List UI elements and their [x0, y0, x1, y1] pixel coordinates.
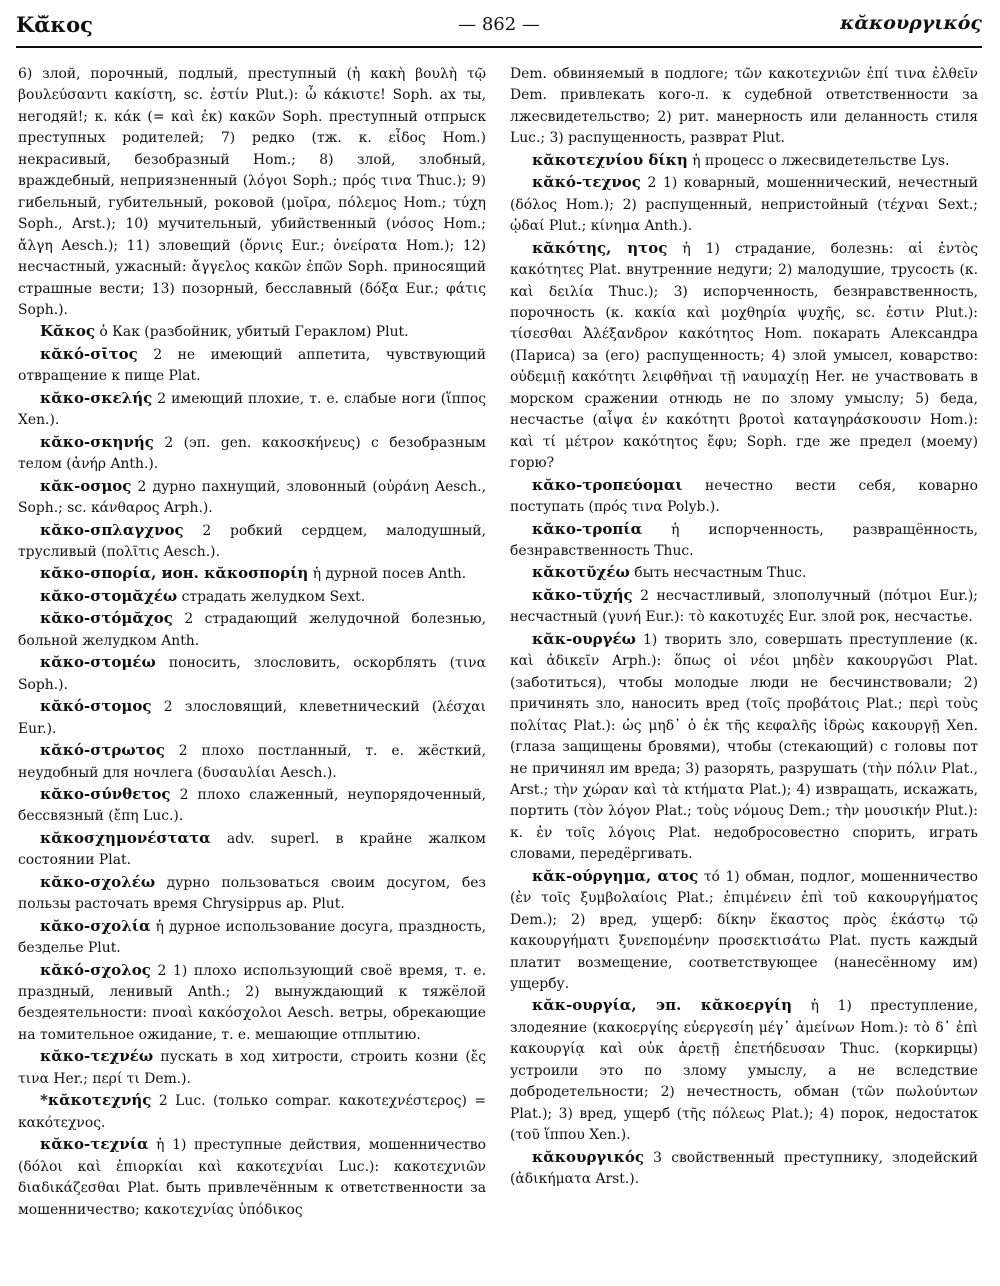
entry-headword: κᾰκο-τεχνέω — [40, 1047, 154, 1066]
dictionary-entry — [18, 1134, 486, 1221]
dictionary-entry — [18, 652, 486, 696]
dictionary-entry — [18, 321, 486, 343]
entry-headword: κᾰκουργικός — [532, 1147, 644, 1166]
dictionary-entry — [18, 388, 486, 432]
dictionary-entry — [18, 608, 486, 652]
entry-headword: κᾰκοσχημονέστατα — [40, 828, 211, 847]
entry-headword: κᾰκ-ουργία, эп. κᾰκοεργίη — [532, 996, 793, 1015]
dictionary-entry — [18, 1046, 486, 1090]
entry-headword: κᾰκο-σύνθετος — [40, 784, 171, 803]
entry-headword: Κᾰκος — [40, 322, 95, 341]
dictionary-entry — [510, 1147, 978, 1191]
entry-definition: 1) творить зло, совершать преступление (κ. καὶ ἀδικεῖν Arph.): ὅπως οἱ νέοι μηδὲν κακουργῶσι Plat. (заботиться), чтобы молодые люди не бесчинствовали; 2) причинять зло, наносить вред (τοῖς προβάτοις Plat.; περὶ τοὺς πολίτας Plat.): ὡς μηδ᾽ ὁ ἐκ τῆς κεφαλῆς ἱδρὼς κακουργῇ Xen. (глаза защищены бровями), чтобы (стекающий) с головы пот не причинял им вреда; 3) разорять, разрушать (τὴν πόλιν Plat., Arst.; τὴν χώραν καὶ τὰ κτήματα Plat.); 4) извращать, искажать, портить (τὸν λόγον Plat.; τοὺς νόμους Dem.; τὴν μουσικήν Plut.): κ. ἐν τοῖς λόγοις Plat. недобросовестно спорить, играть словами, передёргивать. — [510, 631, 978, 863]
entry-definition: 6) злой, порочный, подлый, преступный (ἡ κακὴ βουλὴ τῷ βουλεύσαντι κακίστη, sc. ἐστίν Plut.): ὦ κάκιστε! Soph. ах ты, негодяй!; κ. κάκ (= καὶ ἐκ) κακῶν Soph. преступный отпрыск преступных родителей; 7) редко (тж. κ. εἶδος Hom.) некрасивый, безобразный Hom.; 8) злой, злобный, враждебный, неприязненный (λόγοι Soph.; πρός τινα Thuc.); 9) гибельный, губительный, роковой (μοῖρα, πόλεμος Hom.; τύχη Soph., Arst.); 10) мучительный, убийственный (νόσος Hom.; ἄλγη Aesch.); 11) зловещий (ὄρνις Eur.; ὀνείρατα Hom.); 12) несчастный, ужасный: ἄγγελος κακῶν ἐπῶν Soph. приносящий страшные вести; 13) позорный, бесславный (δόξα Eur.; φάτις Soph.). — [18, 66, 486, 318]
entry-headword: κᾰκο-τεχνία — [40, 1135, 149, 1154]
entry-definition: 2 страдающий желудочной болезнью, больной желудком Anth. — [18, 611, 486, 649]
entry-headword: κᾰκο-σκηνής — [40, 432, 154, 451]
dictionary-entry — [18, 960, 486, 1047]
entry-headword: *κᾰκοτεχνής — [40, 1091, 152, 1110]
dictionary-entry — [510, 866, 978, 996]
dictionary-entry — [18, 872, 486, 916]
entry-headword: κᾰκο-τροπία — [532, 519, 643, 538]
dictionary-entry — [510, 150, 978, 172]
dictionary-entry — [18, 828, 486, 872]
entry-definition: 2 Luc. (только compar. κακοτεχνέστερος) = κακότεχνος. — [18, 1093, 486, 1131]
entry-headword: κᾰκό-στομος — [40, 697, 152, 716]
dictionary-entry — [18, 586, 486, 608]
entry-definition: дурно пользоваться своим досугом, без пользы расточать время Chrysippus ap. Plut. — [18, 874, 486, 913]
dictionary-entry — [510, 585, 978, 629]
entry-definition: 2 не имеющий аппетита, чувствующий отвращение к пище Plat. — [18, 346, 486, 385]
entry-headword: κᾰκο-στόμᾰχος — [40, 609, 173, 628]
dictionary-entry — [510, 238, 978, 475]
entry-definition: 2 плохо постланный, т. е. жёсткий, неудобный для ночлега (δυσαυλίαι Aesch.). — [18, 743, 486, 781]
dictionary-entry — [18, 1090, 486, 1134]
dictionary-entry — [18, 740, 486, 784]
entry-definition: ἡ 1) страдание, болезнь: αἱ ἐντὸς κακότητες Plat. внутренние недуги; 2) малодушие, трусость (κ. καὶ δειλία Thuc.); 3) испорченность, безнравственность, порочность (κ. κακία καὶ μοχθηρία ψυχῆς, sc. ἐστιν Plut.): τίσεσθαι Ἀλέξανδρον κακότητος Hom. покарать Александра (Париса) за (его) распущенность; 4) злой умысел, коварство: οὐδεμιῇ κακότητι λειφθῆναι τῇ ναυμαχίῃ Her. не участвовать в морском сражении отнюдь не по злому умыслу; 5) беда, несчастье (αἶψα ἐν κακότητι βροτοὶ καταγηράσκουσιν Hom.): καὶ τί μέτρον κακότητος ἔφυ; Soph. где же предел (моему) горю? — [510, 240, 978, 472]
entry-headword: κᾰκότης, ητος — [532, 238, 668, 257]
right-guide-word: κᾰκουργικός — [840, 12, 982, 34]
entry-headword: κᾰκο-σπλαγχνος — [40, 520, 184, 539]
entry-headword: κᾰκό-στρωτος — [40, 741, 165, 760]
entry-definition: нечестно вести себя, коварно поступать (πρός τινα Polyb.). — [510, 477, 978, 516]
dictionary-entry — [510, 629, 978, 866]
dictionary-entry — [510, 475, 978, 519]
entry-definition: быть несчастным Thuc. — [629, 565, 807, 582]
entry-headword: κᾰκο-στομέω — [40, 653, 156, 672]
entry-definition: Dem. обвиняемый в подлоге; τῶν κακοτεχνιῶν ἐπί τινα ἐλθεῖν Dem. привлекать кого-л. к судебной ответственности за лжесвидетельство; 2) рит. манерность или деланность стиля Luc.; 3) распущенность, разврат Plut. — [510, 66, 978, 147]
dictionary-entry — [510, 172, 978, 237]
entry-headword: κᾰκ-ουργέω — [532, 629, 636, 648]
entry-headword: κᾰκοτῠχέω — [532, 563, 630, 582]
entry-definition: 2 (эп. gen. κακοσκήνευς) с безобразным телом (ἀνήρ Anth.). — [18, 434, 486, 473]
entry-definition: adv. superl. в крайне жалком состоянии Plat. — [18, 830, 486, 869]
entry-definition: 2 робкий сердцем, малодушный, трусливый (πολῖτις Aesch.). — [18, 522, 486, 560]
entry-definition: 2 плохо слаженный, неупорядоченный, бессвязный (ἔπη Luc.). — [18, 786, 486, 825]
entry-definition: пускать в ход хитрости, строить козни (ἔς τινα Her.; περί τι Dem.). — [18, 1049, 486, 1087]
page-number: — 862 — — [458, 14, 540, 35]
entry-headword: κᾰκ-ούργημα, ατος — [532, 866, 699, 885]
left-column — [18, 64, 486, 1221]
entry-headword: κᾰκο-σκελής — [40, 388, 153, 407]
dictionary-entry — [18, 344, 486, 388]
dictionary-entry — [18, 916, 486, 960]
entry-definition: ἡ процесс о лжесвидетельстве Lys. — [687, 152, 950, 169]
entry-definition: ἡ 1) преступные действия, мошенничество (δόλοι καὶ ἐπιορκίαι καὶ κακοτεχνίαι Luc.): κακοτεχνιῶν διαδικάζεσθαι Plat. быть привлечённым к ответственности за мошенничество; κακοτεχνίας ὑπόδικος — [18, 1137, 486, 1218]
entry-headword: κᾰκό-σχολος — [40, 960, 151, 979]
entry-headword: κᾰκοτεχνίου δίκη — [532, 150, 688, 169]
dictionary-entry — [18, 563, 486, 585]
entry-definition: ὁ Как (разбойник, убитый Гераклом) Plut. — [94, 324, 409, 341]
right-column — [510, 64, 978, 1191]
entry-definition: ἡ дурное использование досуга, праздность, безделье Plut. — [18, 918, 486, 957]
dictionary-entry — [18, 476, 486, 520]
entry-headword: κᾰκο-σχολέω — [40, 872, 156, 891]
dictionary-entry — [18, 784, 486, 828]
entry-headword: κᾰκό-σῑτος — [40, 344, 138, 363]
entry-definition: 2 имеющий плохие, т. е. слабые ноги (ἵππος Xen.). — [18, 390, 486, 429]
page-header — [16, 12, 982, 48]
entry-definition: страдать желудком Sext. — [177, 588, 366, 605]
entry-definition: 2 дурно пахнущий, зловонный (οὐράνη Aesch., Soph.; sc. κάνθαρος Arph.). — [18, 478, 486, 517]
entry-definition: 2 злословящий, клеветнический (λέσχαι Eur.). — [18, 699, 486, 737]
entry-headword: κᾰκο-τῠχής — [532, 585, 633, 604]
entry-definition: ἡ дурной посев Anth. — [308, 566, 467, 583]
dictionary-entry — [510, 519, 978, 563]
dictionary-entry — [18, 64, 486, 321]
dictionary-entry — [510, 64, 978, 150]
entry-definition: ἡ 1) преступление, злодеяние (κακοεργίης εὐεργεσίη μέγ᾽ ἀμείνων Hom.): τὸ δ᾽ ἐπὶ κακουργίᾳ καὶ οὐκ ἀρετῇ ἐπετήδευσαν Thuc. (коркирцы) устроили это по злому умыслу, а не вследствие добродетельности; 2) нечестность, обман (τῶν πωλούντων Plat.); 3) вред, ущерб (τῆς πόλεως Plat.); 4) порок, недостаток (τοῦ ἵππου Xen.). — [510, 998, 978, 1144]
left-guide-word: Κᾰ̆κος — [16, 12, 93, 37]
entry-definition: 3 свойственный преступнику, злодейский (ἀδικήματα Arst.). — [510, 1149, 978, 1188]
dictionary-entry — [18, 696, 486, 740]
entry-headword: κᾰκο-σχολία — [40, 916, 151, 935]
entry-definition: 2 1) коварный, мошеннический, нечестный (δόλος Hom.); 2) распущенный, непристойный (τέχναι Sext.; ᾠδαί Plut.; κίνημα Anth.). — [510, 175, 978, 235]
dictionary-entry — [18, 520, 486, 564]
entry-definition: поносить, злословить, оскорблять (τινα Soph.). — [18, 655, 486, 693]
entry-headword: κᾰκο-στομᾰχέω — [40, 586, 178, 605]
entry-definition: ἡ испорченность, развращённость, безнравственность Thuc. — [510, 521, 978, 559]
entry-definition: 2 несчастливый, злополучный (πότμοι Eur.); несчастный (γυνή Eur.): τὸ κακοτυχές Eur. злой рок, несчастье. — [510, 587, 978, 626]
entry-headword: κᾰκ-οσμος — [40, 476, 132, 495]
dictionary-entry — [510, 995, 978, 1146]
entry-headword: κᾰκο-τροπεύομαι — [532, 475, 683, 494]
entry-headword: κᾰκο-σπορία, ион. κᾰκοσπορίη — [40, 564, 309, 583]
entry-definition: 2 1) плохо использующий своё время, т. е. праздный, ленивый Anth.; 2) вынуждающий к тяжёлой бездеятельности: πνοαὶ κακόσχολοι Aesch. ветры, обрекающие на томительное ожидание, т. е. мешающие отплытию. — [18, 962, 486, 1043]
entry-definition: τό 1) обман, подлог, мошенничество (ἐν τοῖς ξυμβολαίοις Plat.; ἐπιμένειν ἐπὶ τοῦ κακουργήματος Dem.); 2) вред, ущерб: δίκην ἕκαστος πρὸς ἑκάστῳ τῷ κακουργήματι ξυνεπομένην προσεκτισάτω Plat. пусть каждый платит возмещение, соответствующее (нанесённому им) ущербу. — [510, 868, 978, 993]
entry-headword: κᾰκό-τεχνος — [532, 173, 641, 192]
dictionary-entry — [18, 432, 486, 476]
dictionary-entry — [510, 562, 978, 584]
